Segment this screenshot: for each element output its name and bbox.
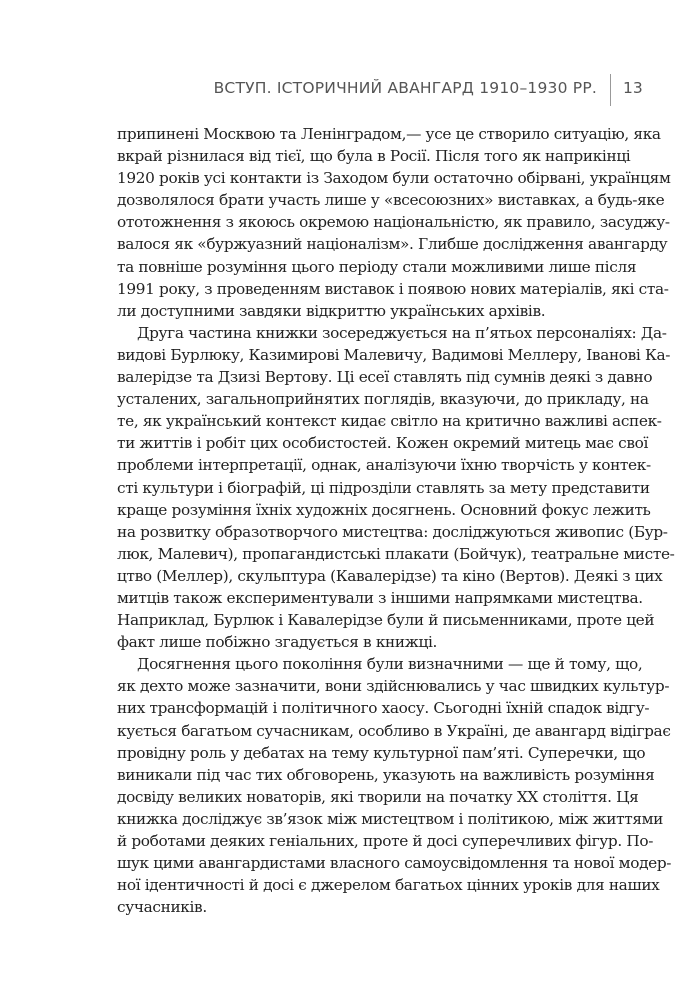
text-line: ототожнення з якоюсь окремою національністю, як правило, засуджу- bbox=[117, 213, 670, 232]
body-text bbox=[117, 123, 675, 918]
text-line: вкрай різнилася від тієї, що була в Росії. Після того як наприкінці bbox=[117, 147, 631, 166]
text-line: валерідзе та Дзизі Вертову. Ці есеї ставлять під сумнів деякі з давно bbox=[117, 368, 653, 387]
paragraph bbox=[117, 123, 671, 322]
paragraph bbox=[117, 322, 675, 653]
text-line: них трансформацій і політичного хаосу. Сьогодні їхній спадок відгу- bbox=[117, 699, 650, 718]
text-line: досвіду великих новаторів, які творили на початку XX століття. Ця bbox=[117, 787, 639, 806]
text-line: ної ідентичності й досі є джерелом багатьох цінних уроків для наших bbox=[117, 876, 660, 895]
text-line: провідну роль у дебатах на тему культурної пам’яті. Суперечки, що bbox=[117, 743, 646, 762]
text-line: краще розуміння їхніх художніх досягнень. Основний фокус лежить bbox=[117, 500, 651, 519]
page-number: 13 bbox=[623, 79, 643, 97]
text-line: валося як «буржуазний націоналізм». Глибше дослідження авангарду bbox=[117, 235, 668, 254]
text-line: книжка досліджує зв’язок між мистецтвом і політикою, між життями bbox=[117, 809, 664, 828]
text-line: Досягнення цього покоління були визначними — ще й тому, що, bbox=[137, 655, 643, 674]
text-line: сучасників. bbox=[117, 898, 207, 917]
text-line: 1920 років усі контакти із Заходом були остаточно обірвані, українцям bbox=[117, 169, 671, 188]
header-divider bbox=[610, 74, 611, 106]
text-line: ти життів і робіт цих особистостей. Кожен окремий митець має свої bbox=[117, 434, 649, 453]
text-line: митців також експериментували з іншими напрямками мистецтва. bbox=[117, 588, 643, 607]
text-line: Наприклад, Бурлюк і Кавалерідзе були й письменниками, проте цей bbox=[117, 611, 655, 630]
text-line: виникали під час тих обговорень, указують на важливість розуміння bbox=[117, 765, 655, 784]
text-line: 1991 року, з проведенням виставок і появою нових матеріалів, які ста- bbox=[117, 279, 669, 298]
running-title: ВСТУП. ІСТОРИЧНИЙ АВАНГАРД 1910–1930 РР. bbox=[213, 79, 597, 97]
text-line: факт лише побіжно згадується в книжці. bbox=[117, 633, 437, 652]
text-line: кується багатьом сучасникам, особливо в Україні, де авангард відіграє bbox=[117, 721, 671, 740]
text-line: ли доступними завдяки відкриттю українських архівів. bbox=[117, 301, 546, 320]
paragraph bbox=[117, 653, 672, 918]
text-line: люк, Малевич), пропагандистські плакати (Бойчук), театральне мисте- bbox=[117, 544, 675, 563]
text-line: усталених, загальноприйнятих поглядів, вказуючи, до прикладу, на bbox=[117, 390, 649, 409]
text-line: шук цими авангардистами власного самоусвідомлення та нової модер- bbox=[117, 854, 672, 873]
text-line: видові Бурлюку, Казимирові Малевичу, Вадимові Меллеру, Іванові Ка- bbox=[117, 345, 671, 364]
text-line: проблеми інтерпретації, однак, аналізуючи їхню творчість у контек- bbox=[117, 456, 651, 475]
text-line: цтво (Меллер), скульптура (Кавалерідзе) та кіно (Вертов). Деякі з цих bbox=[117, 566, 663, 585]
text-line: та повніше розуміння цього періоду стали можливими лише після bbox=[117, 257, 637, 276]
text-line: на розвитку образотворчого мистецтва: досліджуються живопис (Бур- bbox=[117, 522, 668, 541]
running-header bbox=[0, 76, 695, 104]
text-line: припинені Москвою та Ленінградом,— усе це створило ситуацію, яка bbox=[117, 125, 661, 143]
text-line: дозволялося брати участь лише у «всесоюзних» виставках, а будь-яке bbox=[117, 191, 665, 210]
text-line: сті культури і біографій, ці підрозділи ставлять за мету представити bbox=[117, 478, 650, 497]
text-line: Друга частина книжки зосереджується на п’ятьох персоналіях: Да- bbox=[137, 323, 667, 342]
text-line: те, як український контекст кидає світло на критично важливі аспек- bbox=[117, 412, 662, 431]
text-line: як дехто може зазначити, вони здійснювались у час швидких культур- bbox=[117, 677, 670, 696]
text-line: й роботами деяких геніальних, проте й досі суперечливих фігур. По- bbox=[117, 832, 654, 850]
